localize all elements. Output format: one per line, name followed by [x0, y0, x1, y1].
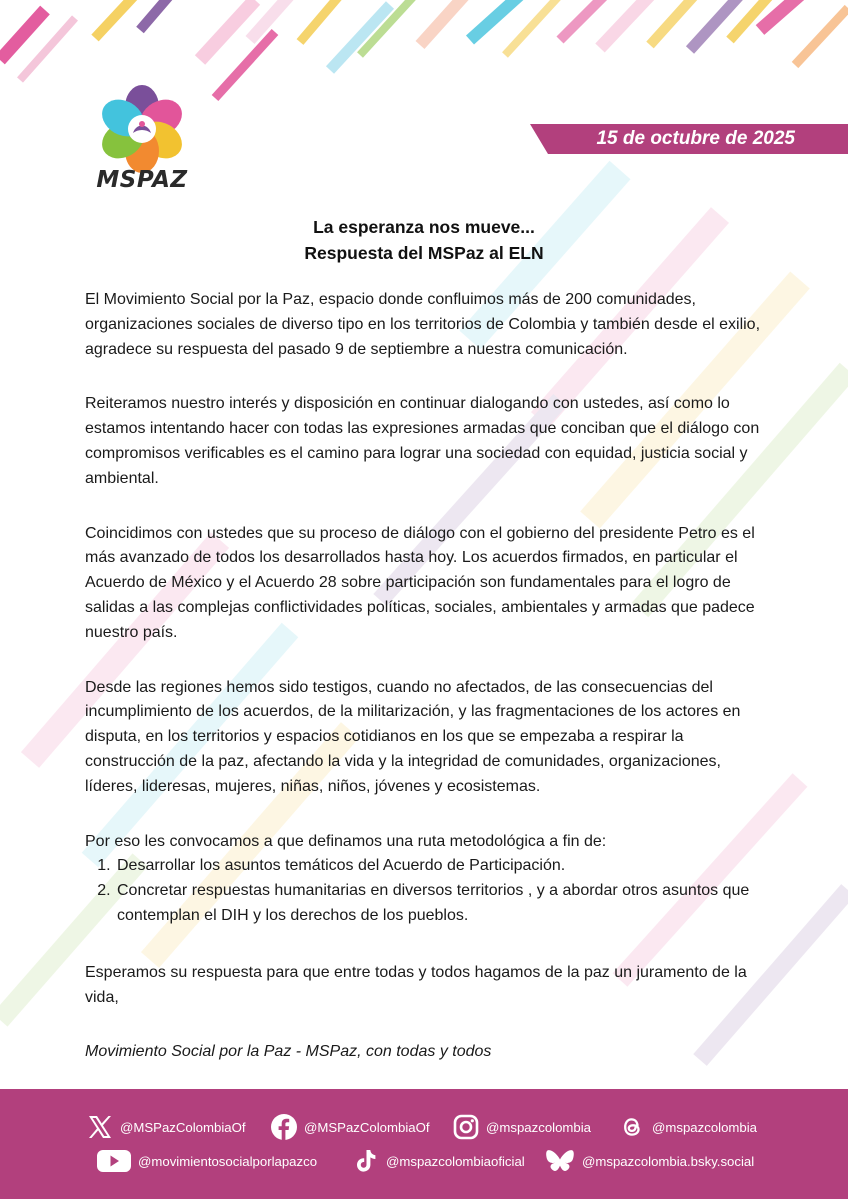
logo-wordmark: MSPAZ [96, 167, 188, 193]
tiktok-link[interactable] [352, 1147, 525, 1175]
mspaz-logo [90, 85, 194, 200]
instagram-handle: @mspazcolombia [486, 1119, 592, 1135]
x-handle: @MSPazColombiaOf [120, 1119, 246, 1135]
title-line-1: La esperanza nos mueve... [313, 217, 535, 237]
list-item: 1. Desarrollar los asuntos temáticos del Acuerdo de Participación. [115, 854, 775, 879]
youtube-icon [96, 1147, 132, 1175]
list-item: 2. Concretar respuestas humanitarias en diversos territorios , y a abordar otros asuntos que contemplan el DIH y los derechos de los pueblos. [115, 879, 775, 929]
bluesky-icon [544, 1147, 576, 1175]
instagram-link[interactable] [452, 1113, 591, 1141]
facebook-handle: @MSPazColombiaOf [304, 1119, 430, 1135]
list-intro: Por eso les convocamos a que definamos una ruta metodológica a fin de: [85, 832, 607, 850]
document-date: 15 de octubre de 2025 [596, 128, 795, 149]
body-paragraph: Coincidimos con ustedes que su proceso de diálogo con el gobierno del presidente Petro es el más avanzado de todos los desarrollados hasta hoy. Los acuerdos firmados, en particular el Acuerdo de México y el Acuerdo 28 sobre participación son fundamentales para el logro de salidas a las complejas conflictividades políticas, sociales, ambientales y armadas que padece nuestro país. [85, 524, 755, 641]
tiktok-icon [352, 1147, 380, 1175]
instagram-icon [452, 1113, 480, 1141]
social-footer [0, 1089, 848, 1199]
youtube-link[interactable] [96, 1147, 317, 1175]
signature: Movimiento Social por la Paz - MSPaz, con todas y todos [85, 1043, 492, 1061]
bluesky-link[interactable] [544, 1147, 754, 1175]
facebook-icon [270, 1113, 298, 1141]
bluesky-handle: @mspazcolombia.bsky.social [582, 1153, 755, 1169]
closing-paragraph: Esperamos su respuesta para que entre todas y todos hagamos de la paz un juramento de la vida, [85, 963, 747, 1006]
x-icon [86, 1113, 114, 1141]
threads-link[interactable] [618, 1113, 757, 1141]
x-link[interactable] [86, 1113, 246, 1141]
threads-icon [618, 1113, 646, 1141]
document-title [0, 214, 848, 266]
document-body [85, 288, 775, 1095]
facebook-link[interactable] [270, 1113, 430, 1141]
youtube-handle: @movimientosocialporlapazco [138, 1153, 318, 1169]
logo-emblem-icon [90, 85, 194, 173]
body-paragraph: Desde las regiones hemos sido testigos, cuando no afectados, de las consecuencias del incumplimiento de los acuerdos, de la militarización, y las fragmentaciones de los actores en disputa, en los territorios y espacios cotidianos en los que se empezaba a respirar la construcción de la paz, afectando la vida y la integridad de comunidades, organizaciones, líderes, lideresas, mujeres, niñas, niños, jóvenes y ecosistemas. [85, 678, 741, 795]
threads-handle: @mspazcolombia [652, 1119, 758, 1135]
body-paragraph: Reiteramos nuestro interés y disposición en continuar dialogando con ustedes, así como lo estamos intentando hacer con todas las expresiones armadas que conciban que el diálogo con compromisos verificables es el camino para lograr una sociedad con equidad, justicia social y ambiental. [85, 395, 760, 487]
title-line-2: Respuesta del MSPaz al ELN [304, 243, 544, 263]
tiktok-handle: @mspazcolombiaoficial [386, 1153, 525, 1169]
body-paragraph: El Movimiento Social por la Paz, espacio donde confluimos más de 200 comunidades, organizaciones sociales de diverso tipo en los territorios de Colombia y también desde el exilio, agradece su respuesta del pasado 9 de septiembre a nuestra comunicación. [85, 291, 761, 358]
action-list [85, 854, 775, 928]
